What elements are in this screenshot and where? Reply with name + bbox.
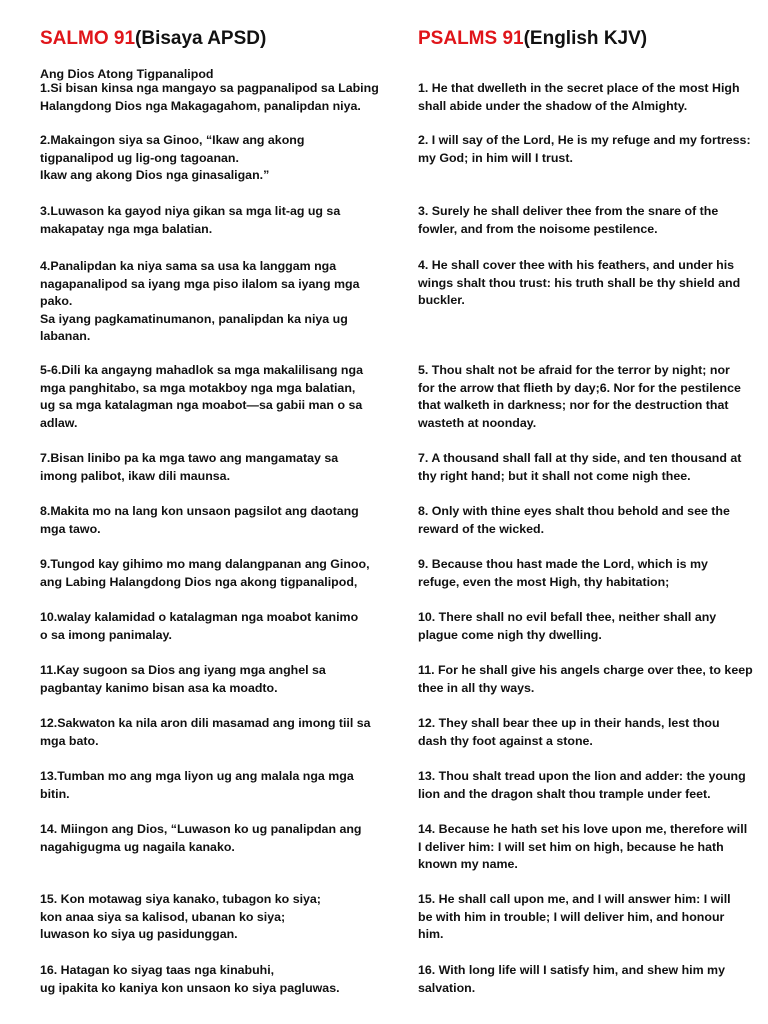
verse-line: luwason ko siya ug pasidunggan. [40,927,238,942]
verse-line: 1.Si bisan kinsa nga mangayo sa pagpanalipod sa Labing [40,81,379,95]
verse-line: plague come nigh thy dwelling. [418,627,602,642]
bisaya-verse-1 [40,80,380,115]
verse-line: 9. Because thou hast made the Lord, which is my [418,557,708,571]
verse-line: I deliver him: I will set him on high, because he hath [418,839,724,854]
bisaya-verse-13 [40,821,380,856]
verse-line: for the arrow that flieth by day;6. Nor for the pestilence [418,380,741,395]
verse-line: Halangdong Dios nga Makagagahom, panalipdan niya. [40,98,361,113]
verse-line: thee in all thy ways. [418,680,535,695]
verse-line: refuge, even the most High, thy habitation; [418,574,670,589]
english-title-red: PSALMS 91 [418,28,524,49]
verse-line: 2. I will say of the Lord, He is my refuge and my fortress: [418,133,751,147]
verse-line: ug ipakita ko kaniya kon unsaon ko siya pagluwas. [40,980,340,995]
bisaya-verse-12 [40,768,380,803]
verse-line: 11. For he shall give his angels charge over thee, to keep [418,663,753,677]
verse-line: mga tawo. [40,521,101,536]
bisaya-title-red: SALMO 91 [40,28,136,49]
verse-line: 2.Makaingon siya sa Ginoo, “Ikaw ang akong [40,133,305,147]
english-verse-2 [418,132,758,167]
verse-line: 11.Kay sugoon sa Dios ang iyang mga anghel sa [40,663,326,677]
english-title-version: (English KJV) [523,28,648,49]
verse-line: kon anaa siya sa kalisod, ubanan ko siya; [40,909,286,924]
english-verse-4 [418,257,758,310]
verse-line: nagahigugma ug nagaila kanako. [40,839,235,854]
bisaya-verse-11 [40,715,380,750]
verse-line: that walketh in darkness; nor for the destruction that [418,398,729,413]
bisaya-title [40,28,266,50]
verse-line: 13. Thou shalt tread upon the lion and adder: the young [418,769,746,783]
verse-line: lion and the dragon shalt thou trample under feet. [418,786,711,801]
bisaya-verse-10 [40,662,380,697]
english-verse-10 [418,662,758,697]
english-verse-3 [418,203,758,238]
verse-line: ang Labing Halangdong Dios nga akong tigpanalipod, [40,574,358,589]
verse-line: him. [418,927,444,942]
english-verse-14 [418,891,758,944]
bisaya-verse-14 [40,891,380,944]
verse-line: dash thy foot against a stone. [418,733,593,748]
verse-line: reward of the wicked. [418,521,545,536]
bisaya-verse-9 [40,609,380,644]
verse-line: nagapanalipod sa iyang mga piso ilalom sa iyang mga [40,276,360,291]
verse-line: 4. He shall cover thee with his feathers, and under his [418,258,735,272]
english-verse-1 [418,80,758,115]
verse-line: Ikaw ang akong Dios nga ginasaligan.” [40,168,270,183]
verse-line: fowler, and from the noisome pestilence. [418,221,658,236]
verse-line: wasteth at noonday. [418,415,537,430]
bisaya-verse-3 [40,203,380,238]
bisaya-verse-8 [40,556,380,591]
verse-line: 12. They shall bear thee up in their hands, lest thou [418,716,720,730]
verse-line: ug sa mga katalagman nga moabot—sa gabii man o sa [40,398,363,413]
verse-line: 7.Bisan linibo pa ka mga tawo ang mangamatay sa [40,451,339,465]
english-verse-13 [418,821,758,874]
verse-line: 16. With long life will I satisfy him, and shew him my [418,963,725,977]
bisaya-verse-5 [40,362,380,432]
verse-line: 7. A thousand shall fall at thy side, and ten thousand at [418,451,742,465]
verse-line: tigpanalipod ug lig-ong tagoanan. [40,150,239,165]
english-title [418,28,647,50]
verse-line: thy right hand; but it shall not come nigh thee. [418,468,691,483]
verse-line: 13.Tumban mo ang mga liyon ug ang malala nga mga [40,769,354,783]
verse-line: 10. There shall no evil befall thee, neither shall any [418,610,717,624]
verse-line: mga bato. [40,733,99,748]
bisaya-title-version: (Bisaya APSD) [135,28,267,49]
verse-line: 9.Tungod kay gihimo mo mang dalangpanan ang Ginoo, [40,557,370,571]
bisaya-verse-15 [40,962,380,997]
verse-line: 3. Surely he shall deliver thee from the snare of the [418,204,719,218]
verse-line: 3.Luwason ka gayod niya gikan sa mga lit-ag ug sa [40,204,341,218]
bisaya-verse-6 [40,450,380,485]
verse-line: wings shalt thou trust: his truth shall be thy shield and [418,275,741,290]
verse-line: 15. Kon motawag siya kanako, tubagon ko siya; [40,892,321,906]
verse-line: 10.walay kalamidad o katalagman nga moabot kanimo [40,610,359,624]
english-verse-8 [418,556,758,591]
english-verse-9 [418,609,758,644]
english-verse-5 [418,362,758,432]
verse-line: my God; in him will I trust. [418,150,573,165]
verse-line: imong palibot, ikaw dili maunsa. [40,468,231,483]
verse-line: 4.Panalipdan ka niya sama sa usa ka langgam nga [40,259,337,273]
english-verse-7 [418,503,758,538]
english-verse-12 [418,768,758,803]
verse-line: salvation. [418,980,476,995]
section-heading: Ang Dios Atong Tigpanalipod [40,67,214,81]
bisaya-verse-7 [40,503,380,538]
verse-line: 8.Makita mo na lang kon unsaon pagsilot ang daotang [40,504,359,518]
verse-line: shall abide under the shadow of the Almighty. [418,98,688,113]
bisaya-verse-4 [40,258,380,346]
verse-line: o sa imong panimalay. [40,627,172,642]
verse-line: pagbantay kanimo bisan asa ka moadto. [40,680,278,695]
verse-line: adlaw. [40,415,78,430]
english-verse-6 [418,450,758,485]
verse-line: known my name. [418,857,518,872]
verse-line: 1. He that dwelleth in the secret place of the most High [418,81,740,95]
english-verse-11 [418,715,758,750]
verse-line: 14. Miingon ang Dios, “Luwason ko ug panalipdan ang [40,822,362,836]
english-verse-15 [418,962,758,997]
verse-line: bitin. [40,786,70,801]
verse-line: pako. [40,294,73,309]
verse-line: Sa iyang pagkamatinumanon, panalipdan ka niya ug [40,311,348,326]
bisaya-verse-2 [40,132,380,185]
verse-line: mga panghitabo, sa mga motakboy nga mga balatian, [40,380,356,395]
verse-line: 16. Hatagan ko siyag taas nga kinabuhi, [40,963,275,977]
verse-line: labanan. [40,329,91,344]
verse-line: 12.Sakwaton ka nila aron dili masamad ang imong tiil sa [40,716,371,730]
verse-line: 14. Because he hath set his love upon me, therefore will [418,822,748,836]
verse-line: makapatay nga mga balatian. [40,221,213,236]
verse-line: 5. Thou shalt not be afraid for the terror by night; nor [418,363,730,377]
verse-line: be with him in trouble; I will deliver him, and honour [418,909,725,924]
verse-line: 5-6.Dili ka angayng mahadlok sa mga makalilisang nga [40,363,363,377]
verse-line: 8. Only with thine eyes shalt thou behold and see the [418,504,730,518]
verse-line: buckler. [418,293,465,308]
verse-line: 15. He shall call upon me, and I will answer him: I will [418,892,731,906]
